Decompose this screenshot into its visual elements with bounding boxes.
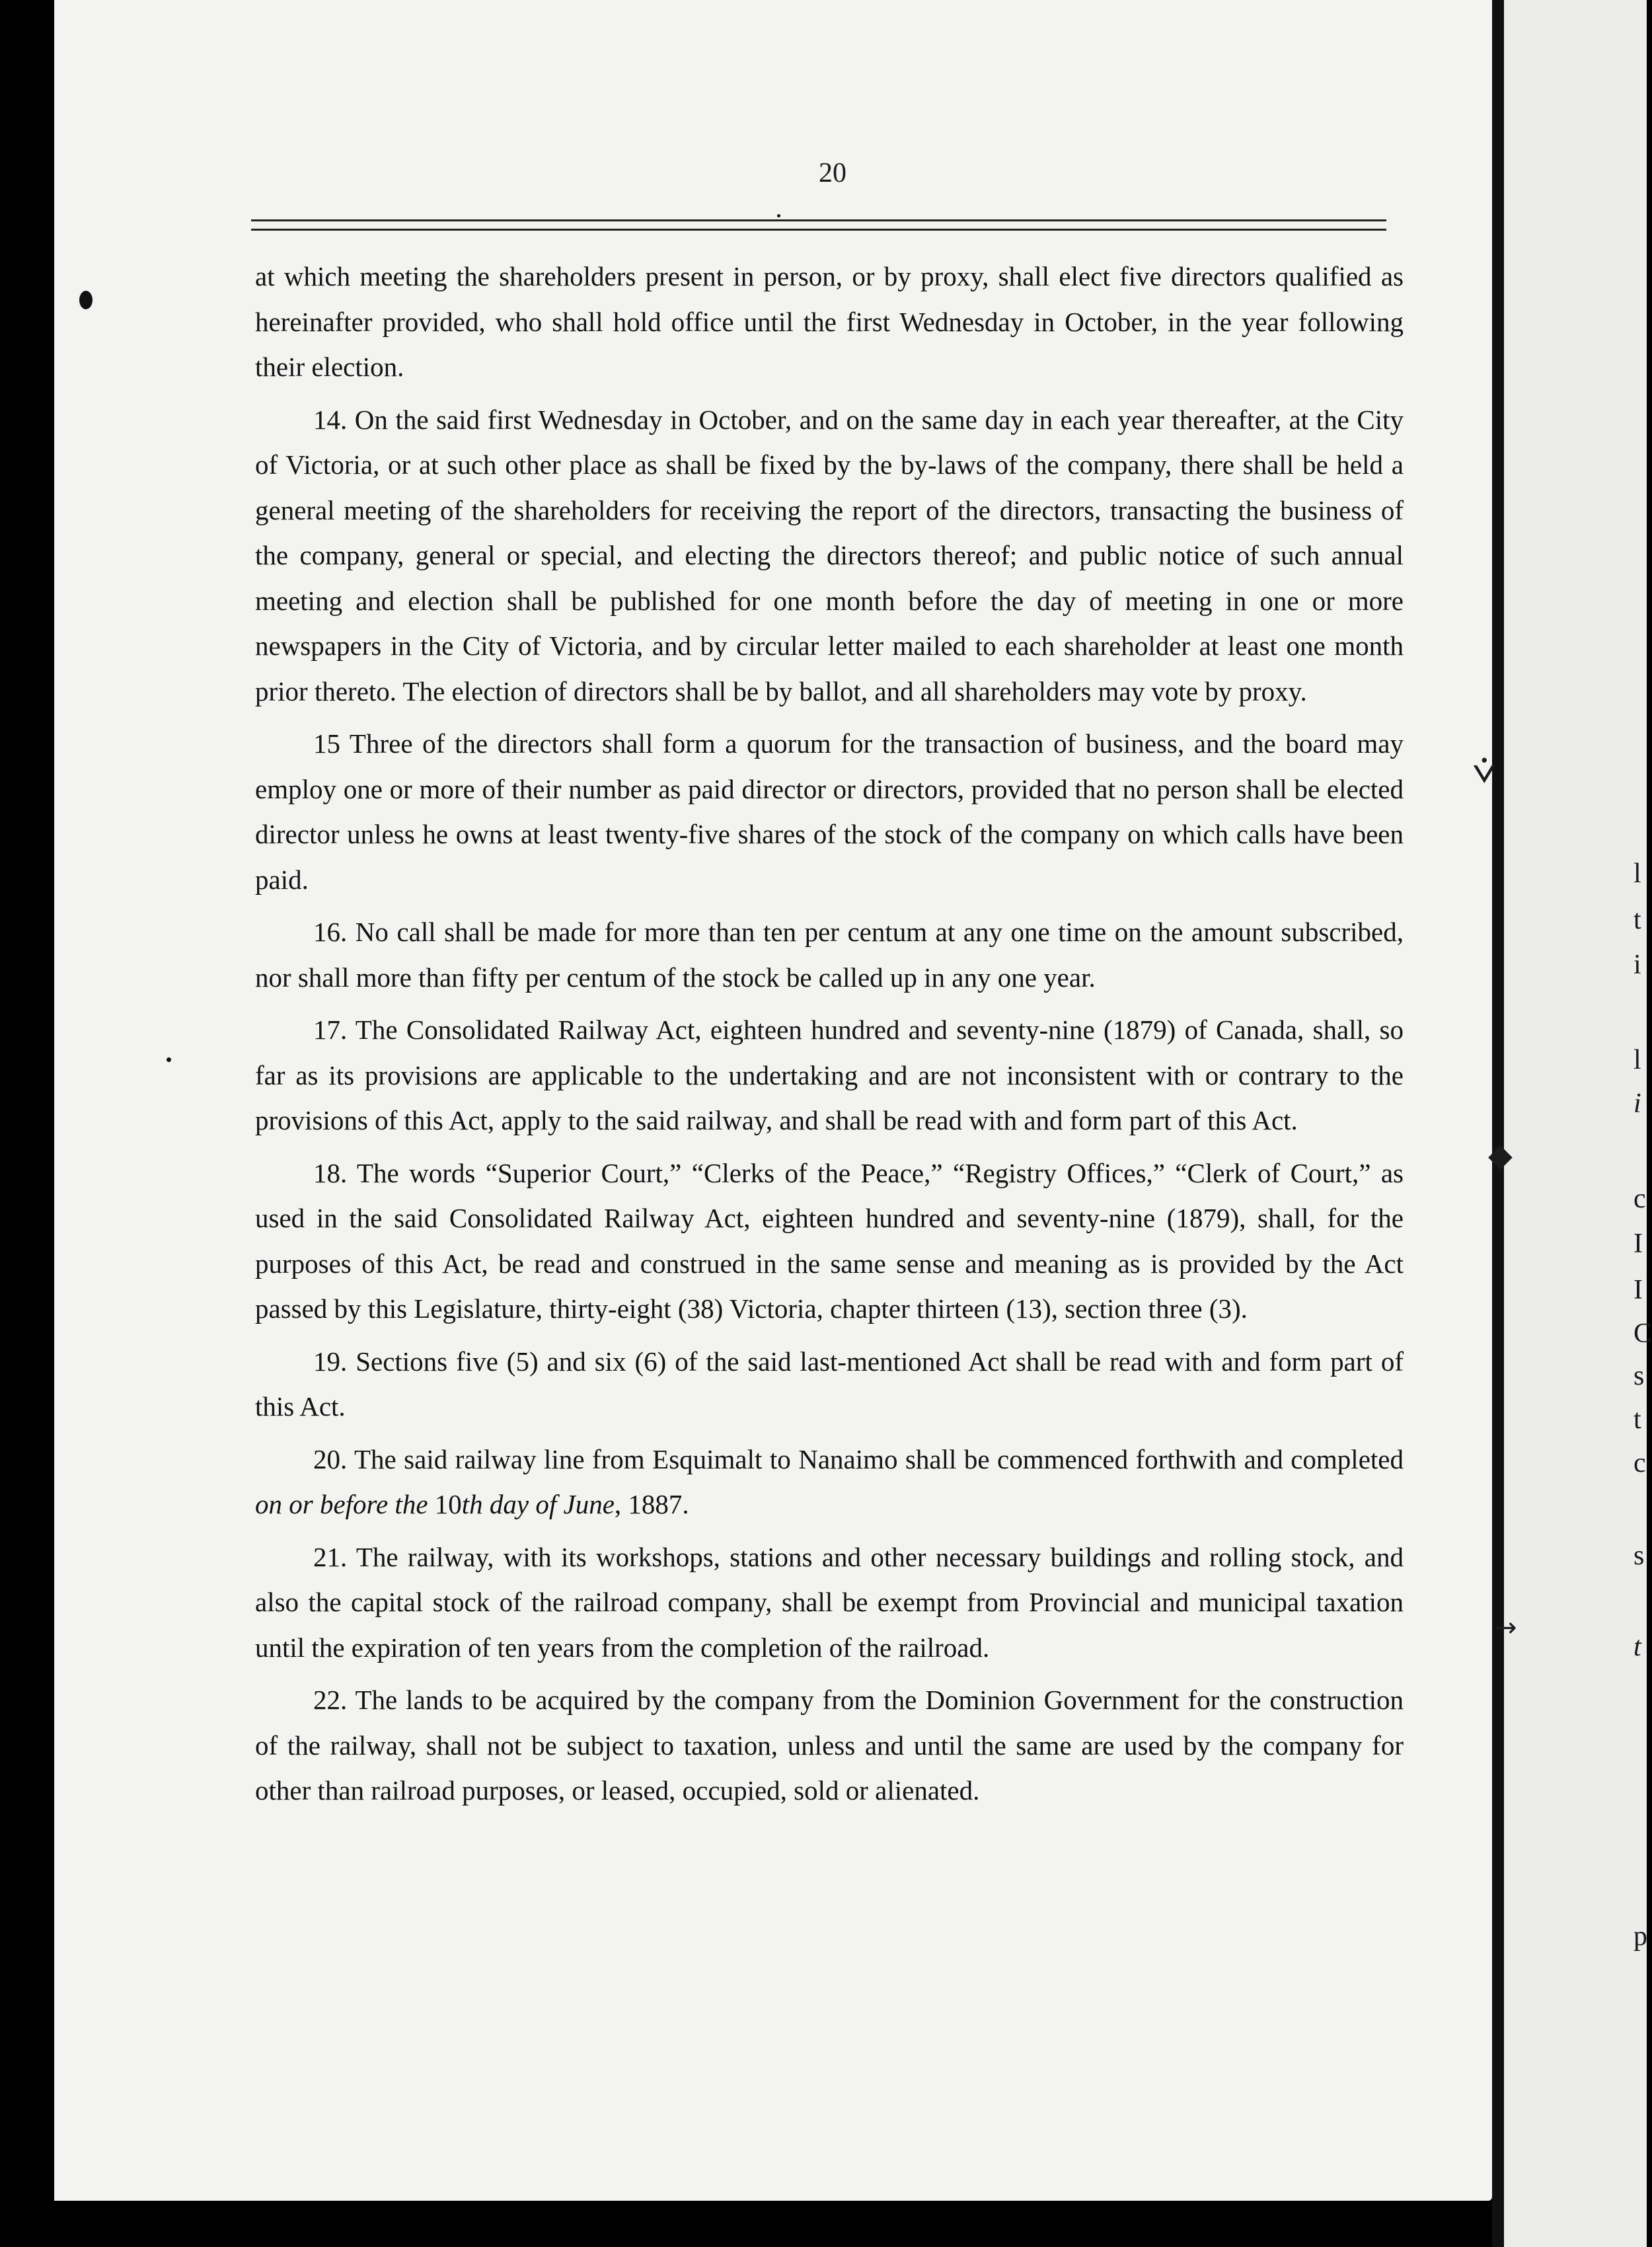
header-rule-bottom	[251, 229, 1386, 231]
page-number: 20	[819, 158, 846, 188]
header-rule-top	[251, 219, 1386, 221]
facing-page-fragment: l	[1633, 858, 1641, 889]
facing-page-fragment: I	[1633, 1229, 1643, 1259]
facing-page-fragment: i	[1633, 1088, 1641, 1119]
binding-stitch-mark: →	[1495, 1613, 1517, 1643]
section-22: 22. The lands to be acquired by the company from the Dominion Government for the construction of the railway, shall not be subject to taxation, unless and until the same are used by the company for other than railroad purposes, or leased, occupied, sold or alienated.	[255, 1685, 1404, 1806]
facing-page-fragment: i	[1633, 950, 1641, 980]
paragraph-continuation: at which meeting the shareholders present in person, or by proxy, shall elect five directors qualified as hereinafter provided, who shall hold office until the first Wednesday in October, in the year following their election.	[255, 261, 1404, 382]
section-20	[255, 1437, 1404, 1527]
binding-stitch-mark: ◆	[1488, 1137, 1513, 1174]
section-18: 18. The words “Superior Court,” “Clerks of the Peace,” “Registry Offices,” “Clerk of Court,” as used in the said Consolidated Railway Act, eighteen hundred and seventy-nine (1879), shall, for the purposes of this Act, be read and construed in the same sense and meaning as is provided by the Act passed by this Legislature, thirty-eight (38) Victoria, chapter thirteen (13), section three (3).	[255, 1157, 1404, 1324]
facing-page-fragment: t	[1633, 1632, 1641, 1662]
facing-page-fragment: C	[1633, 1318, 1652, 1349]
ink-speck-small	[167, 1057, 171, 1062]
binding-stitch-mark: ⩒	[1472, 747, 1497, 793]
section-16: 16. No call shall be made for more than ten per centum at any one time on the amount subscribed, nor shall more than fifty per centum of the stock be called up in any one year.	[255, 917, 1404, 993]
section-17: 17. The Consolidated Railway Act, eighteen hundred and seventy-nine (1879) of Canada, shall, so far as its provisions are applicable to the undertaking and are not inconsistent with or contrary to the provisions of this Act, apply to the said railway, and shall be read with and form part of this Act.	[255, 1014, 1404, 1135]
section-21: 21. The railway, with its workshops, stations and other necessary buildings and rolling stock, and also the capital stock of the railroad company, shall be exempt from Provincial and municipal taxation until the expiration of ten years from the completion of the railroad.	[255, 1541, 1404, 1663]
section-20-day: 10	[434, 1489, 462, 1519]
ink-speck	[79, 291, 93, 309]
ink-speck-top	[777, 214, 780, 217]
section-20-date-italic-a: on or before the	[255, 1489, 435, 1519]
facing-page-fragment: t	[1633, 905, 1641, 935]
section-20-lead: 20. The said railway line from Esquimalt to Nanaimo shall be commenced forthwith and completed	[313, 1443, 1404, 1474]
section-14: 14. On the said first Wednesday in October, and on the same day in each year thereafter, at the City of Victoria, or at such other place as shall be fixed by the by-laws of the company, there shall be held a general meeting of the shareholders for receiving the report of the directors, transacting the business of the company, general or special, and electing the directors thereof; and public notice of such annual meeting and election shall be published for one month before the day of meeting in one or more newspapers in the City of Victoria, and by circular letter mailed to each shareholder at least one month prior thereto. The election of directors shall be by ballot, and all shareholders may vote by proxy.	[255, 404, 1404, 706]
facing-page-fragment: s	[1633, 1541, 1645, 1571]
facing-page-fragment: c	[1633, 1184, 1646, 1214]
facing-page-fragment: t	[1633, 1404, 1641, 1435]
facing-page-edge	[1504, 0, 1647, 2247]
facing-page-fragment: s	[1633, 1361, 1645, 1391]
document-body	[255, 254, 1404, 1821]
section-20-tail: , 1887.	[614, 1489, 689, 1519]
section-19: 19. Sections five (5) and six (6) of the said last-mentioned Act shall be read with and form part of this Act.	[255, 1346, 1404, 1422]
binding-gutter	[1492, 0, 1504, 2247]
section-20-date-italic-b: th day of June	[461, 1489, 615, 1519]
facing-page-fragment: c	[1633, 1448, 1646, 1478]
section-15: 15 Three of the directors shall form a quorum for the transaction of business, and the board may employ one or more of their number as paid director or directors, provided that no person shall be elected director unless he owns at least twenty-five shares of the stock of the company on which calls have been paid.	[255, 728, 1404, 895]
facing-page-fragment: I	[1633, 1275, 1643, 1305]
facing-page-fragment: p	[1633, 1921, 1647, 1952]
facing-page-fragment: l	[1633, 1045, 1641, 1075]
